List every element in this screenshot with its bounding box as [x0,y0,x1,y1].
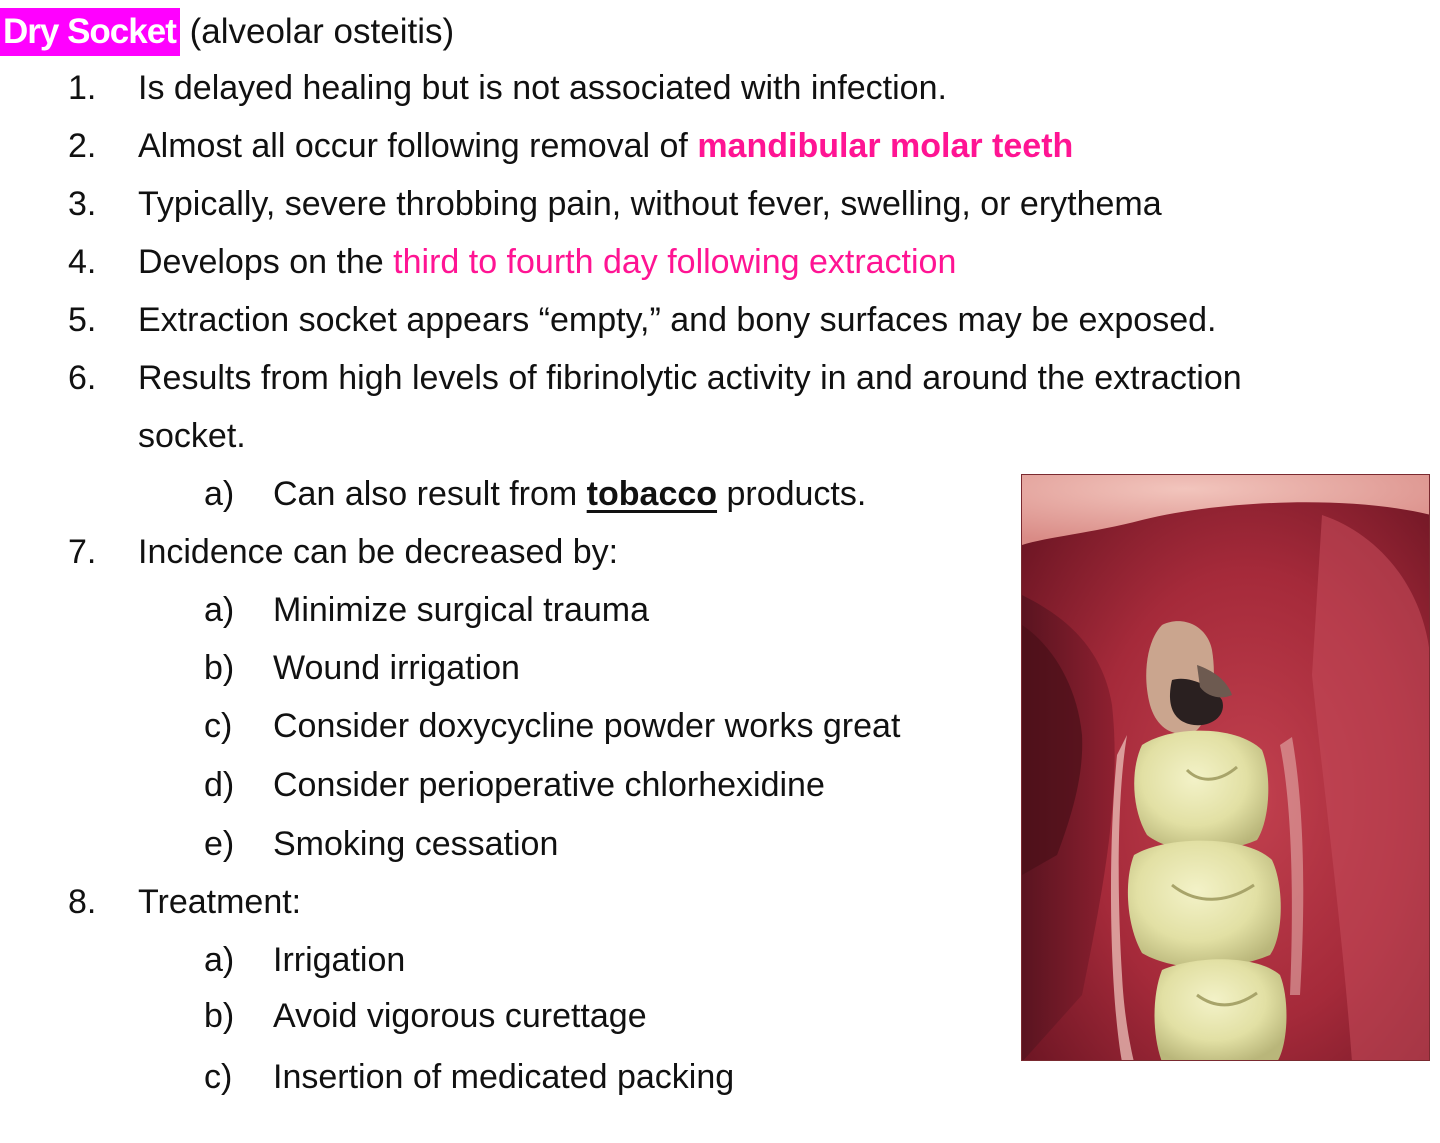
sub-text: Consider doxycycline powder works great [273,707,901,745]
sub-text: Insertion of medicated packing [273,1058,735,1096]
list-number: 6. [68,359,97,397]
list-text: Is delayed healing but is not associated with infection. [138,69,947,107]
list-text-plain: Develops on the [138,243,394,281]
sub-letter: e) [204,825,235,863]
sub-text: Wound irrigation [273,649,520,687]
list-number: 1. [68,69,97,107]
sub-letter: c) [204,707,233,745]
emphasis-text: tobacco [586,475,718,513]
emphasis-text: mandibular molar teeth [697,127,1074,165]
list-number: 4. [68,243,97,281]
list-text: Treatment: [138,883,302,921]
list-number: 3. [68,185,97,223]
list-number: 7. [68,533,97,571]
sub-text: Irrigation [273,941,406,979]
page-title [0,8,454,56]
emphasis-text: third to fourth day following extraction [393,243,957,281]
sub-text-plain: products. [717,475,867,513]
list-text [138,238,956,286]
list-number: 2. [68,127,97,165]
sub-text: Smoking cessation [273,825,559,863]
sub-letter: a) [204,941,235,979]
list-text-plain: Almost all occur following removal of [138,127,698,165]
list-text: socket. [138,417,246,455]
sub-text: Consider perioperative chlorhexidine [273,766,825,804]
list-text: Incidence can be decreased by: [138,533,619,571]
sub-text-plain: Can also result from [273,475,587,513]
list-number: 8. [68,883,97,921]
sub-letter: d) [204,766,235,804]
sub-text: Avoid vigorous curettage [273,997,647,1035]
sub-letter: b) [204,997,235,1035]
list-text: Results from high levels of fibrinolytic activity in and around the extraction [138,359,1242,397]
sub-letter: a) [204,591,235,629]
clinical-photo [1021,474,1430,1061]
list-text: Extraction socket appears “empty,” and bony surfaces may be exposed. [138,301,1217,339]
list-number: 5. [68,301,97,339]
list-text [138,122,1073,170]
sub-letter: b) [204,649,235,687]
title-highlight: Dry Socket [0,8,180,56]
sub-text: Minimize surgical trauma [273,591,649,629]
sub-letter: a) [204,475,235,513]
list-text: Typically, severe throbbing pain, without fever, swelling, or erythema [138,185,1162,223]
sub-letter: c) [204,1058,233,1096]
sub-text [273,470,866,518]
title-subtitle: (alveolar osteitis) [179,12,455,51]
